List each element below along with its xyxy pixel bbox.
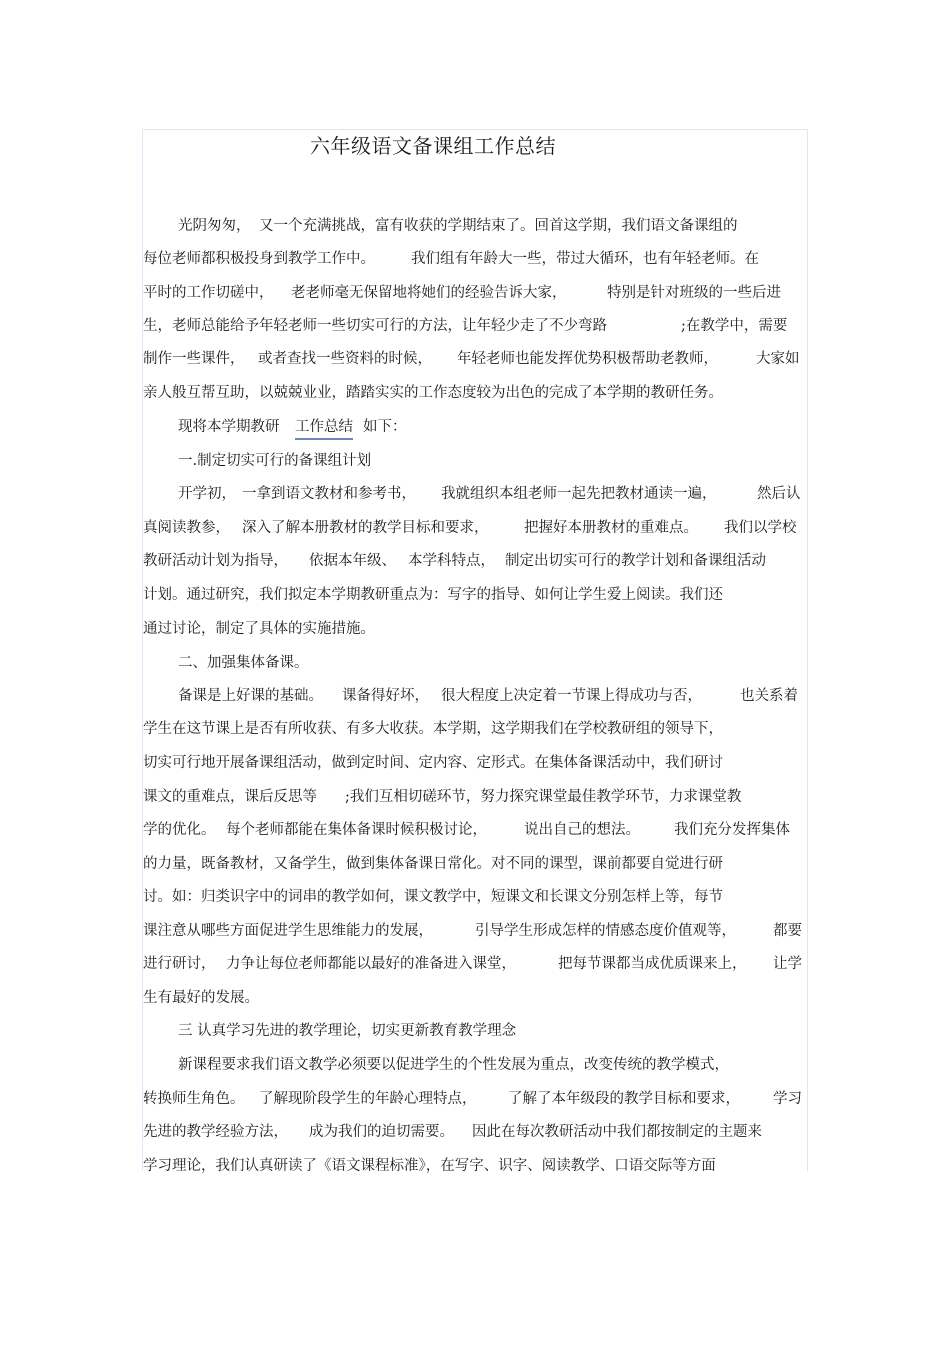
text-line-segment: 把握好本册教材的重难点。 [524,520,698,536]
text-line-segment: 了解现阶段学生的年龄心理特点， [259,1091,477,1107]
text-line-segment: 计划。通过研究，我们拟定本学期教研重点为：写字的指导、如何让学生爱上阅读。我们还 [143,587,723,603]
text-line-segment: 把每节课都当成优质课来上， [558,956,747,972]
text-line-segment: 二、加强集体备课。 [178,655,309,671]
text-line-segment: 学生在这节课上是否有所收获、有多大收获。本学期，这学期我们在学校教研组的领导下， [143,721,723,737]
text-line-segment: 又一个充满挑战，富有收获的学期结束了。回首这学期，我们语文备课组的 [259,218,738,234]
text-line-segment: 现将本学期教研 [178,419,280,435]
text-line-segment: 开学初， [178,486,236,502]
text-line-segment: 一拿到语文教材和参考书， [242,486,416,502]
text-line-segment: 深入了解本册教材的教学目标和要求， [242,520,489,536]
text-line-segment: 说出自己的想法。 [524,822,640,838]
text-line-segment: 转换师生角色。 [143,1091,245,1107]
text-line-segment: ;我们互相切磋环节，努力探究课堂最佳教学环节，力求课堂教 [345,789,742,805]
text-line-segment: 讨。如：归类识字中的词串的教学如何，课文教学中，短课文和长课文分别怎样上等，每节 [143,889,723,905]
text-line-segment: 成为我们的迫切需要。 [309,1124,454,1140]
text-line-segment: 特别是针对班级的一些后进 [607,285,781,301]
text-line-segment: 生有最好的发展。 [143,990,259,1006]
text-line-segment: 先进的教学经验方法， [143,1124,288,1140]
text-line-segment: 学的优化。 [143,822,216,838]
text-line-segment: 学习 [773,1091,802,1107]
text-line-segment: 备课是上好课的基础。 [178,688,323,704]
text-line-segment: 新课程要求我们语文教学必须要以促进学生的个性发展为重点，改变传统的教学模式， [178,1057,729,1073]
link-work-summary[interactable]: 工作总结 [295,415,353,440]
text-line-segment: 生，老师总能给予年轻老师一些切实可行的方法，让年轻少走了不少弯路 [143,318,607,334]
text-line-segment: 也关系着 [740,688,798,704]
text-line-segment: 或者查找一些资料的时候， [258,351,432,367]
text-line-segment: 学习理论，我们认真研读了《语文课程标准》，在写字、识字、阅读教学、口语交际等方面 [143,1158,716,1174]
text-line-segment: 因此在每次教研活动中我们都按制定的主题来 [472,1124,762,1140]
text-line-segment: ;在教学中，需要 [681,318,788,334]
text-line-segment: 依据本年级、 [309,553,396,569]
text-line-segment: 教研活动计划为指导， [143,553,288,569]
text-line-segment: 如下： [363,419,407,435]
text-line-segment: 我们充分发挥集体 [674,822,790,838]
text-line-segment: 了解了本年级段的教学目标和要求， [508,1091,740,1107]
text-line-segment: 年轻老师也能发挥优势积极帮助老教师， [457,351,718,367]
text-line-segment: 力争让每位老师都能以最好的准备进入课堂， [226,956,516,972]
text-line-segment: 课注意从哪些方面促进学生思维能力的发展， [143,923,433,939]
text-line-segment: 很大程度上决定着一节课上得成功与否， [441,688,702,704]
text-line-segment: 我就组织本组老师一起先把教材通读一遍， [441,486,717,502]
text-line-segment: 真阅读教参， [143,520,230,536]
text-line-segment: 制作一些课件， [143,351,245,367]
text-line-segment: 老老师毫无保留地将她们的经验告诉大家， [291,285,567,301]
text-line-segment: 每位老师都积极投身到教学工作中。 [143,251,375,267]
text-line-segment: 光阴匆匆， [178,218,251,234]
document-title: 六年级语文备课组工作总结 [310,134,556,158]
text-line-segment: 课文的重难点，课后反思等 [143,789,317,805]
text-line-segment: 我们组有年龄大一些，带过大循环，也有年轻老师。在 [411,251,759,267]
text-line-segment: 然后认 [757,486,801,502]
text-line-segment: 三 认真学习先进的教学理论，切实更新教育教学理念 [178,1023,517,1039]
text-line-segment: 本学科特点， [408,553,495,569]
text-line-segment: 都要 [773,923,802,939]
text-line-segment: 亲人般互帮互助，以兢兢业业，踏踏实实的工作态度较为出色的完成了本学期的教研任务。 [143,385,723,401]
text-line-segment: 每个老师都能在集体备课时候积极讨论， [226,822,487,838]
text-line-segment: 引导学生形成怎样的情感态度价值观等， [475,923,736,939]
text-line-segment: 进行研讨， [143,956,216,972]
text-line-segment: 制定出切实可行的教学计划和备课组活动 [505,553,766,569]
text-line-segment: 通过讨论，制定了具体的实施措施。 [143,621,375,637]
text-line-segment: 大家如 [756,351,800,367]
text-line-segment: 让学 [773,956,802,972]
text-line-segment: 平时的工作切磋中， [143,285,274,301]
text-line-segment: 切实可行地开展备课组活动，做到定时间、定内容、定形式。在集体备课活动中，我们研讨 [143,755,723,771]
text-line-segment: 我们以学校 [724,520,797,536]
text-line-segment: 的力量，既备教材，又备学生，做到集体备课日常化。对不同的课型，课前都要自觉进行研 [143,856,723,872]
text-line-segment: 一.制定切实可行的备课组计划 [178,453,372,469]
text-line-segment: 课备得好坏， [342,688,429,704]
